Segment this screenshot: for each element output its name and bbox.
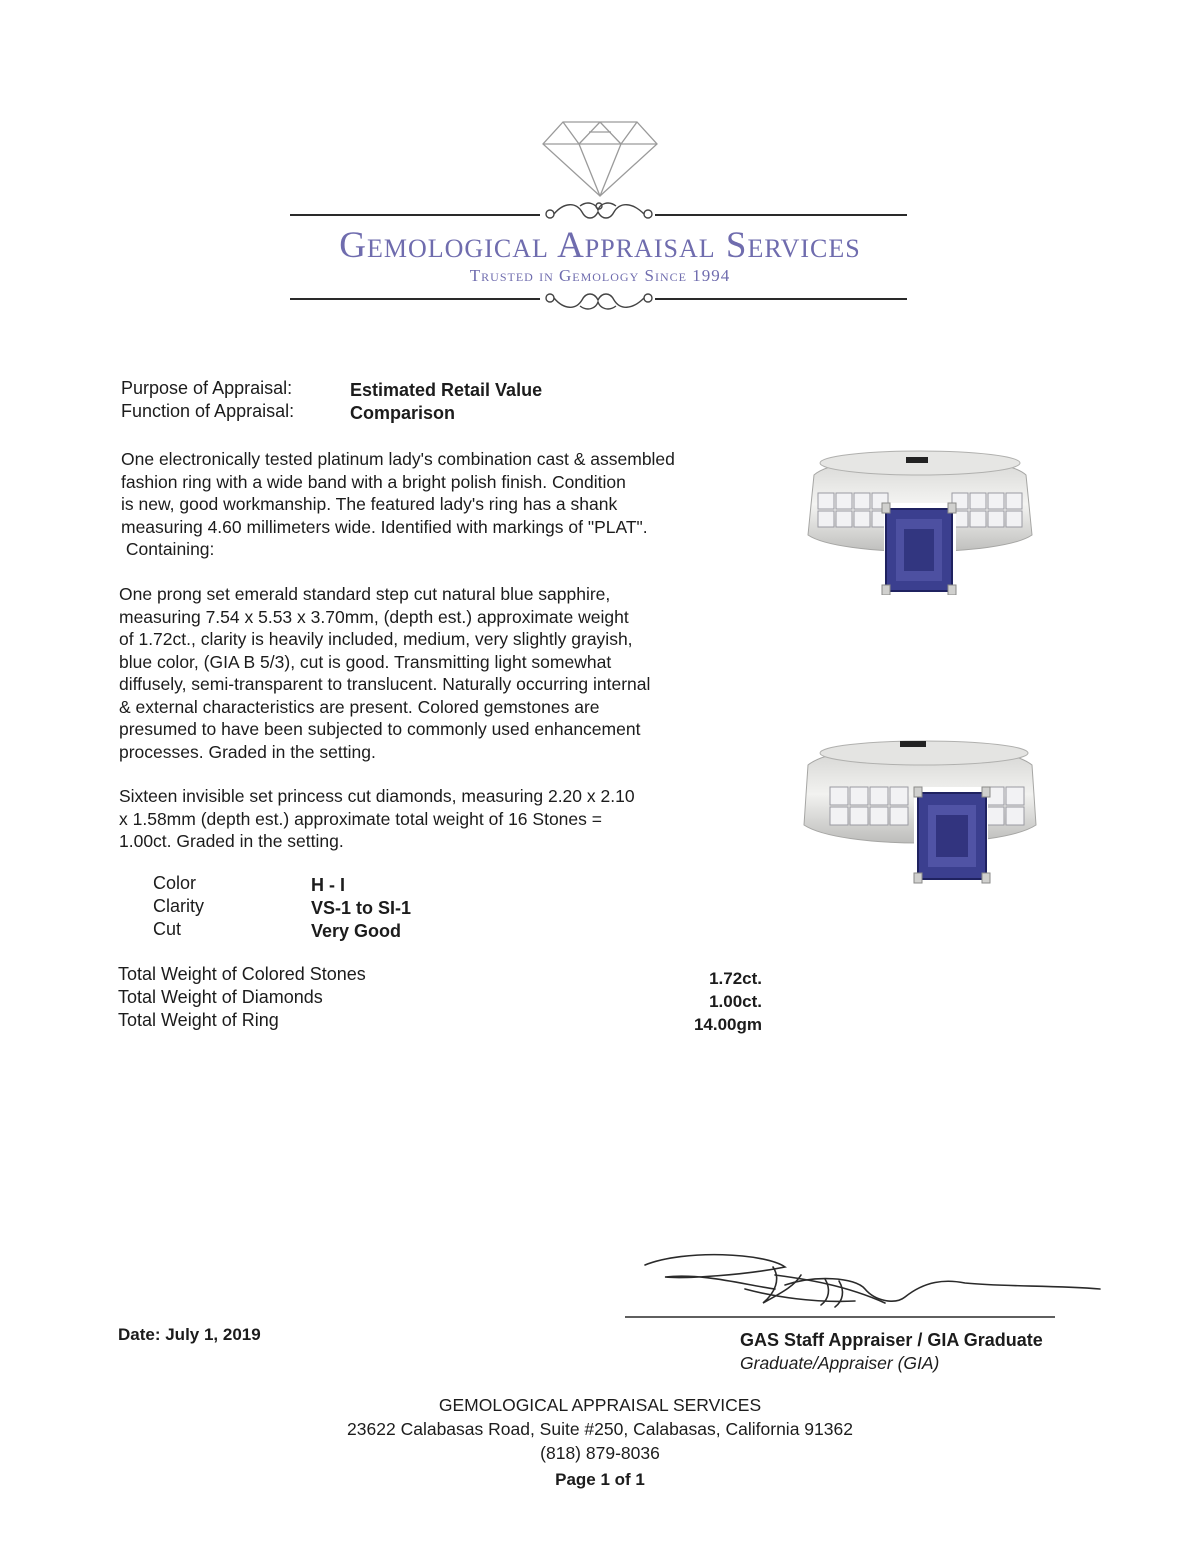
- grading-value: Very Good: [311, 921, 402, 941]
- text-line: Sixteen invisible set princess cut diamonds, measuring 2.20 x 2.10: [119, 786, 635, 806]
- grading-label: Clarity: [153, 896, 205, 916]
- text-line: diffusely, semi-transparent to translucent. Naturally occurring internal: [119, 674, 651, 694]
- text-line: One prong set emerald standard step cut natural blue sapphire,: [119, 584, 611, 604]
- grading-row-clarity: [153, 895, 473, 918]
- purpose-value: Estimated Retail Value: [350, 380, 543, 400]
- header-rule-top-right: [655, 214, 907, 216]
- text-line: is new, good workmanship. The featured lady's ring has a shank: [121, 494, 618, 514]
- footer-company: GEMOLOGICAL APPRAISAL SERVICES: [438, 1395, 762, 1415]
- text-line: x 1.58mm (depth est.) approximate total weight of 16 Stones =: [119, 808, 602, 829]
- signature-image: [625, 1245, 1105, 1325]
- text-line: measuring 4.60 millimeters wide. Identified with markings of "PLAT".: [121, 516, 648, 537]
- sapphire-description: [119, 583, 759, 763]
- ring-photo-1: [800, 445, 1040, 595]
- total-label-ring: Total Weight of Ring: [118, 1010, 279, 1030]
- diamond-logo-icon: [541, 120, 659, 198]
- text-line: presumed to have been subjected to commonly used enhancement: [119, 719, 641, 739]
- appraiser-title: GAS Staff Appraiser / GIA Graduate: [740, 1330, 1043, 1350]
- total-value-ring: 14.00gm: [693, 1015, 762, 1034]
- total-value-diamonds: 1.00ct.: [709, 992, 762, 1011]
- total-label-colored-stones: Total Weight of Colored Stones: [118, 964, 366, 984]
- text-line: measuring 7.54 x 5.53 x 3.70mm, (depth est.) approximate weight: [119, 606, 629, 627]
- page-number: Page 1 of 1: [555, 1470, 645, 1489]
- header-rule-bottom-left: [290, 298, 540, 300]
- flourish-bottom-icon: [540, 284, 658, 314]
- text-line: fashion ring with a wide band with a bright polish finish. Condition: [121, 471, 626, 492]
- purpose-label: Purpose of Appraisal:: [121, 378, 293, 398]
- header-rule-bottom-right: [655, 298, 907, 300]
- text-line: blue color, (GIA B 5/3), cut is good. Transmitting light somewhat: [119, 651, 612, 672]
- footer-address: 23622 Calabasas Road, Suite #250, Calabasas, California 91362: [347, 1419, 853, 1439]
- text-line: Containing:: [121, 539, 215, 559]
- text-line: 1.00ct. Graded in the setting.: [119, 831, 344, 851]
- grading-table: [153, 872, 473, 941]
- grading-label: Color: [153, 873, 197, 893]
- ring-description: [121, 448, 761, 561]
- appraiser-subtitle: Graduate/Appraiser (GIA): [740, 1353, 940, 1373]
- text-line: & external characteristics are present. Colored gemstones are: [119, 696, 600, 717]
- brand-title: Gemological Appraisal Services: [339, 225, 861, 266]
- header-rule-top-left: [290, 214, 540, 216]
- text-line: processes. Graded in the setting.: [119, 741, 376, 762]
- text-line: of 1.72ct., clarity is heavily included, medium, very slightly grayish,: [119, 629, 633, 649]
- grading-value: H - I: [311, 875, 345, 895]
- diamond-description: [119, 785, 759, 853]
- ring-photo-2: [800, 735, 1040, 885]
- text-line: One electronically tested platinum lady's combination cast & assembled: [121, 449, 675, 469]
- function-label: Function of Appraisal:: [121, 401, 295, 421]
- total-label-diamonds: Total Weight of Diamonds: [118, 987, 323, 1007]
- grading-label: Cut: [153, 919, 182, 939]
- footer-phone: (818) 879-8036: [540, 1443, 660, 1463]
- total-value-colored-stones: 1.72ct.: [709, 969, 762, 988]
- grading-value: VS-1 to SI-1: [311, 898, 412, 918]
- grading-row-color: [153, 872, 473, 895]
- grading-row-cut: [153, 918, 473, 941]
- function-value: Comparison: [350, 403, 456, 423]
- appraisal-date: Date: July 1, 2019: [118, 1325, 261, 1344]
- brand-tagline: Trusted in Gemology Since 1994: [469, 266, 731, 285]
